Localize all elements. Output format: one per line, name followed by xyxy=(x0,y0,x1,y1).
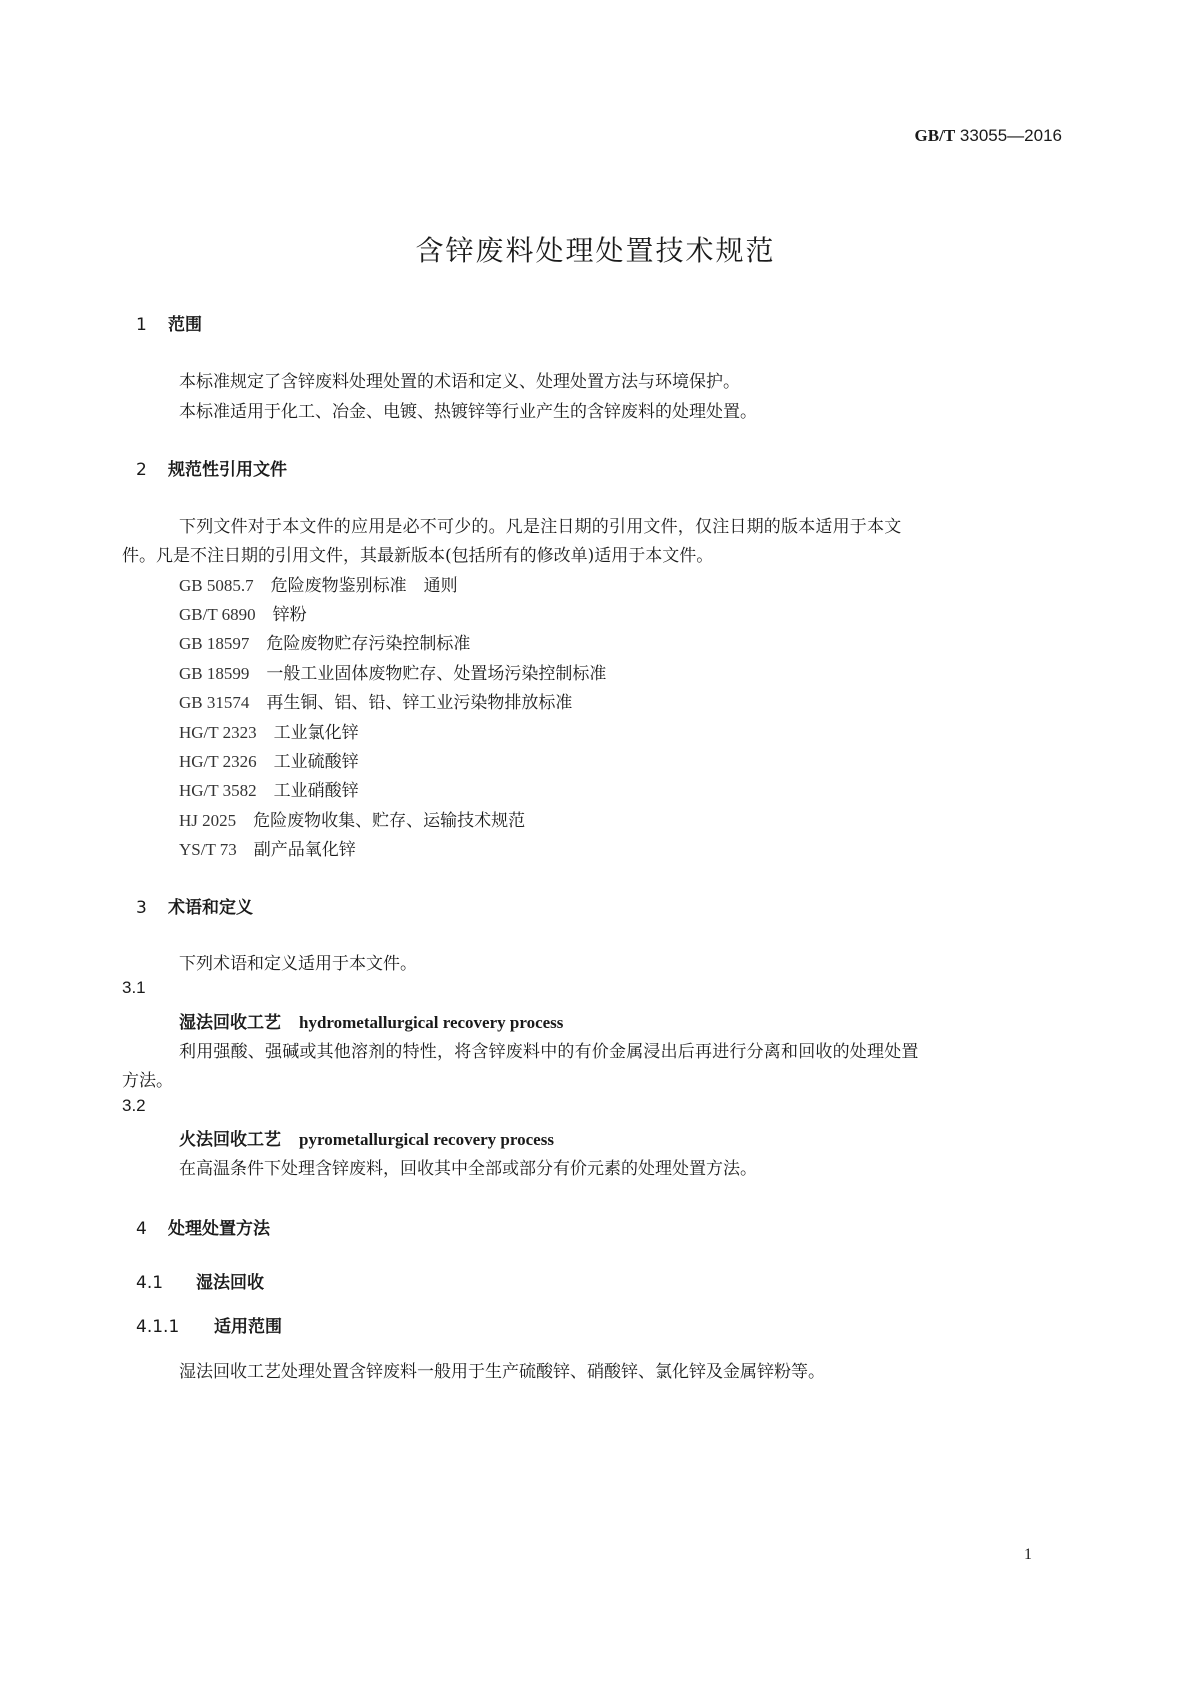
term-en: hydrometallurgical recovery process xyxy=(299,1013,564,1032)
section-title: 规范性引用文件 xyxy=(168,460,287,480)
term-en: pyrometallurgical recovery process xyxy=(299,1130,554,1149)
standard-code xyxy=(915,126,1062,146)
paragraph: 下列文件对于本文件的应用是必不可少的。凡是注日期的引用文件，仅注日期的版本适用于本文 xyxy=(179,517,902,537)
term-definition: 利用强酸、强碱或其他溶剂的特性，将含锌废料中的有价金属浸出后再进行分离和回收的处理处置 xyxy=(179,1042,919,1062)
reference-item xyxy=(179,688,572,713)
reference-item xyxy=(179,776,359,801)
reference-name: 再生铜、铝、铅、锌工业污染物排放标准 xyxy=(266,693,573,713)
reference-code: GB/T 6890 xyxy=(179,605,256,624)
term-heading xyxy=(179,1008,563,1033)
reference-code: YS/T 73 xyxy=(179,840,237,859)
section-title: 术语和定义 xyxy=(168,898,253,918)
reference-item xyxy=(179,571,458,596)
section-3-heading xyxy=(136,893,253,918)
subsection-title: 湿法回收 xyxy=(196,1273,264,1293)
standard-prefix: GB/T xyxy=(914,126,956,145)
page-title: 含锌废料处理处置技术规范 xyxy=(415,234,776,267)
term-number: 3.2 xyxy=(122,1096,146,1115)
section-1-heading xyxy=(136,310,202,335)
reference-code: HG/T 2323 xyxy=(179,723,257,742)
reference-code: GB 18599 xyxy=(179,664,250,683)
term-zh: 火法回收工艺 xyxy=(179,1130,281,1150)
reference-name: 工业氯化锌 xyxy=(273,723,359,743)
term-definition-continuation: 方法。 xyxy=(122,1071,173,1091)
subsection-4-1-heading xyxy=(136,1268,264,1293)
page-number: 1 xyxy=(1024,1546,1032,1563)
section-number: 3 xyxy=(136,898,147,918)
paragraph: 本标准适用于化工、冶金、电镀、热镀锌等行业产生的含锌废料的处理处置。 xyxy=(179,402,757,422)
paragraph: 本标准规定了含锌废料处理处置的术语和定义、处理处置方法与环境保护。 xyxy=(179,372,740,392)
subsection-title: 适用范围 xyxy=(214,1317,282,1337)
reference-name: 危险废物鉴别标准 通则 xyxy=(270,576,458,596)
reference-item xyxy=(179,806,525,831)
term-number: 3.1 xyxy=(122,978,146,997)
paragraph: 下列术语和定义适用于本文件。 xyxy=(179,954,417,974)
section-number: 4 xyxy=(136,1219,147,1239)
reference-code: HG/T 3582 xyxy=(179,781,257,800)
reference-item xyxy=(179,659,606,684)
reference-code: HG/T 2326 xyxy=(179,752,257,771)
standard-number: 33055—2016 xyxy=(959,126,1062,145)
section-4-heading xyxy=(136,1214,270,1239)
reference-name: 一般工业固体废物贮存、处置场污染控制标准 xyxy=(266,664,607,684)
term-heading xyxy=(179,1125,554,1150)
section-title: 处理处置方法 xyxy=(168,1219,270,1239)
section-number: 1 xyxy=(136,315,147,335)
reference-item xyxy=(179,718,359,743)
reference-name: 危险废物贮存污染控制标准 xyxy=(266,634,471,654)
reference-code: HJ 2025 xyxy=(179,811,237,830)
subsection-4-1-1-heading xyxy=(136,1312,282,1337)
reference-name: 锌粉 xyxy=(272,605,307,625)
reference-name: 危险废物收集、贮存、运输技术规范 xyxy=(253,811,526,831)
reference-code: GB 5085.7 xyxy=(179,576,254,595)
term-zh: 湿法回收工艺 xyxy=(179,1013,281,1033)
subsection-number: 4.1 xyxy=(136,1273,164,1293)
paragraph: 湿法回收工艺处理处置含锌废料一般用于生产硫酸锌、硝酸锌、氯化锌及金属锌粉等。 xyxy=(179,1362,825,1382)
reference-name: 工业硫酸锌 xyxy=(273,752,359,772)
section-2-heading xyxy=(136,455,287,480)
reference-name: 副产品氧化锌 xyxy=(253,840,356,860)
section-number: 2 xyxy=(136,460,147,480)
reference-code: GB 18597 xyxy=(179,634,250,653)
term-definition: 在高温条件下处理含锌废料，回收其中全部或部分有价元素的处理处置方法。 xyxy=(179,1159,757,1179)
subsection-number: 4.1.1 xyxy=(136,1317,180,1337)
reference-name: 工业硝酸锌 xyxy=(273,781,359,801)
reference-code: GB 31574 xyxy=(179,693,250,712)
section-title: 范围 xyxy=(168,315,202,335)
reference-item xyxy=(179,835,356,860)
reference-item xyxy=(179,747,359,772)
reference-item xyxy=(179,629,470,654)
paragraph-continuation: 件。凡是不注日期的引用文件，其最新版本(包括所有的修改单)适用于本文件。 xyxy=(122,546,714,566)
reference-item xyxy=(179,600,307,625)
